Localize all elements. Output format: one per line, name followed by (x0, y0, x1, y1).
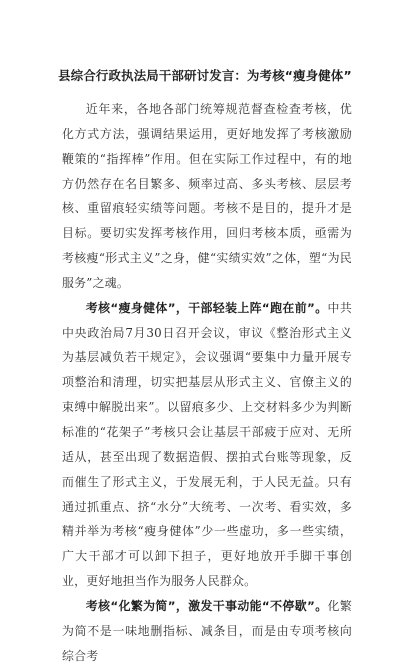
paragraph-intro-text: 近年来，各地各部门统筹规范督查检查考核，优化方式方法，强调结果运用，更好地发挥了考核激励鞭策的“指挥棒”作用。但在实际工作过程中，有的地方仍然存在名目繁多、频率过高、多头考核、层层考核、重留痕轻实绩等问题。考核不是目的，提升才是目标。要切实发挥考核作用，回归考核本质，亟需为考核瘦“形式主义”之身，健“实绩实效”之体，塑“为民服务”之魂。 (62, 102, 352, 290)
paragraph-simplify-assessment-text: 化繁为简不是一味地删指标、减条目，而是由专项考核向综合考 (62, 598, 352, 663)
paragraph-slim-assessment-lead: 考核“瘦身健体”，干部轻装上阵“跑在前”。 (85, 300, 328, 315)
document-body (62, 97, 352, 668)
paragraph-simplify-assessment (62, 594, 352, 668)
document-title: 县综合行政执法局干部研讨发言：为考核“瘦身健体” (58, 68, 352, 83)
paragraph-slim-assessment-text: 中共中央政治局7月30日召开会议，审议《整治形式主义为基层减负若干规定》，会议强调“要集中力量开展专项整治和清理，切实把基层从形式主义、官僚主义的束缚中解脱出来”。以留痕多少、上交材料多少为判断标准的“花架子”考核只会让基层干部疲于应对、无所适从，甚至出现了数据造假、摆拍式台账等现象，反而催生了形式主义，于发展无利，于人民无益。只有通过抓重点、挤“水分”大统考、一次考、看实效，多精并举为考核“瘦身健体”少一些虚功，多一些实绩，广大干部才可以卸下担子，更好地放开手脚干事创业，更好地担当作为服务人民群众。 (62, 300, 352, 589)
paragraph-simplify-assessment-lead: 考核“化繁为简”，激发干事动能“不停歇”。 (85, 598, 328, 613)
paragraph-intro (62, 97, 352, 296)
paragraph-slim-assessment (62, 296, 352, 594)
